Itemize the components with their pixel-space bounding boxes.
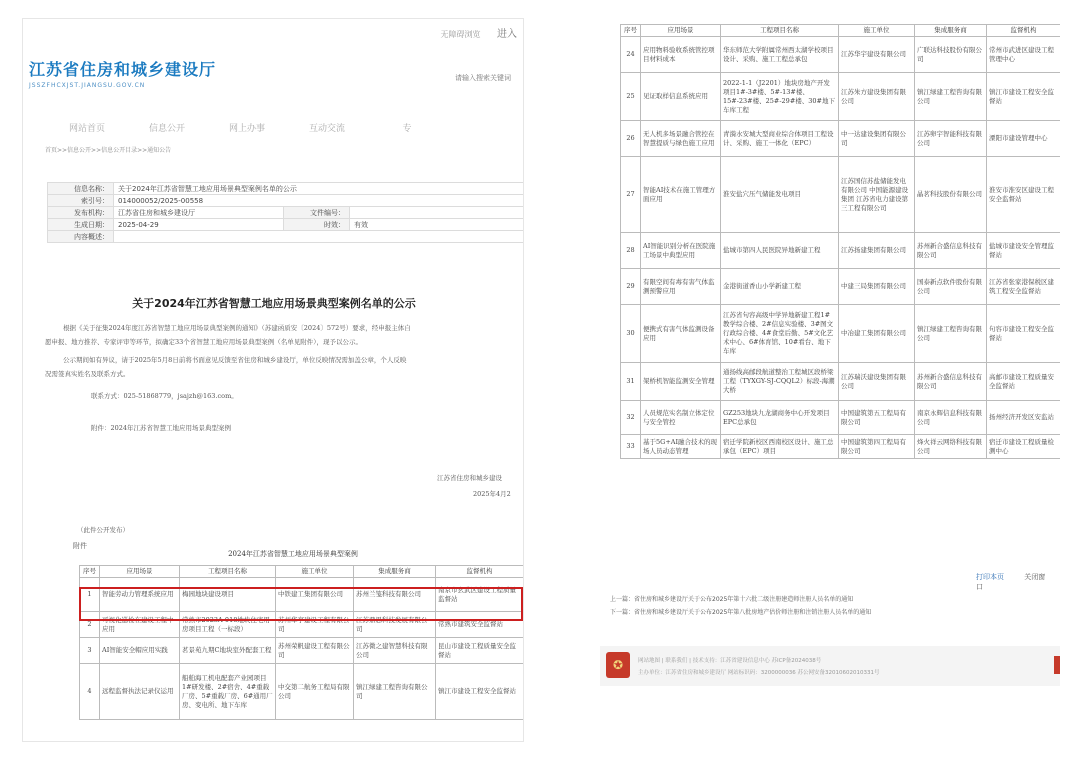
- signature-org: 江苏省住房和城乡建设: [437, 474, 502, 482]
- document-title: 关于2024年江苏省智慧工地应用场景典型案例名单的公示: [132, 297, 416, 310]
- paragraph-2-line-2: 况需签真实姓名及联系方式。: [45, 370, 130, 378]
- cell-no: 29: [621, 269, 641, 305]
- table-row: [80, 664, 524, 720]
- cell-builder: 江苏国信苏盐储能发电有限公司 中国能源建设集团 江苏省电力建设第三工程有限公司: [839, 157, 915, 233]
- cell-scene: 远程监督执法记录仪运用: [100, 664, 180, 720]
- table-row: [621, 37, 1061, 73]
- nav-item-home[interactable]: 网站首页: [68, 124, 105, 134]
- site-logo[interactable]: [29, 57, 216, 89]
- cell-supervisor: 江苏省张家港保税区建筑工程安全监督站: [987, 269, 1061, 305]
- cell-integrator: 烽火祥云网络科技有限公司: [915, 435, 987, 459]
- table-row: [621, 73, 1061, 121]
- paragraph-2-line-1: 公示期间如有异议，请于2025年5月8日前将书面意见反馈至省住房和城乡建设厅，单位反映情况需加盖公章，个人反映: [63, 356, 407, 364]
- prev-article-link[interactable]: 上一篇：省住房和城乡建设厅关于公布2025年第十六批二级注册建造师注册人员名单的通知: [610, 596, 854, 603]
- cell-project: 青漪水安城大型商业综合体项目工程设计、采购、施工一体化（EPC）: [721, 121, 839, 157]
- nav-item-info[interactable]: 信息公开: [148, 124, 185, 134]
- table-row: [621, 435, 1061, 459]
- cell-scene: 人员规范实名制立体定位与安全管控: [641, 401, 721, 435]
- footer-line-1[interactable]: 网站地图 | 联系我们 | 技术支持：江苏省建设信息中心 苏ICP备2024038号: [638, 658, 822, 664]
- th-scene: 应用场景: [100, 566, 180, 578]
- meta-validity-value: 有效: [350, 219, 525, 231]
- cell-no: 27: [621, 157, 641, 233]
- th-integrator: 集成服务商: [915, 25, 987, 37]
- case-table-right: [620, 24, 1060, 459]
- th-project: 工程项目名称: [721, 25, 839, 37]
- cell-integrator: 南京永辉信息科技有限公司: [915, 401, 987, 435]
- meta-org-value: 江苏省住房和城乡建设厅: [114, 207, 284, 219]
- cell-builder: 江苏朱方建设集团有限公司: [839, 73, 915, 121]
- cell-builder: 中建三局集团有限公司: [839, 269, 915, 305]
- cell-scene: 架桥机智能监测安全管理: [641, 363, 721, 401]
- cell-builder: 江苏华宇建设有限公司: [839, 37, 915, 73]
- case-list-title: 2024年江苏省智慧工地应用场景典型案例: [228, 550, 358, 558]
- cell-project: 淮安盐穴压气储能发电项目: [721, 157, 839, 233]
- search-input[interactable]: 请输入搜索关键词: [455, 74, 511, 82]
- cell-scene: 有限空间有毒有害气体监测预警应用: [641, 269, 721, 305]
- th-builder: 施工单位: [839, 25, 915, 37]
- cell-supervisor: 淮安市淮安区建设工程安全监督站: [987, 157, 1061, 233]
- attachment-line[interactable]: 附件：2024年江苏省智慧工地应用场景典型案例: [91, 424, 232, 432]
- th-supervisor: 监督机构: [436, 566, 524, 578]
- close-window-link[interactable]: 关闭窗口: [976, 573, 1046, 591]
- cell-project: 江苏省句容高级中学异地新建工程1#教学综合楼、2#信息实验楼、3#图文行政综合楼、4#食堂后勤、5#文化艺术中心、6#体育馆、10#看台、地下车库: [721, 305, 839, 363]
- cell-scene: 基于5G+AI融合技术的现场人员动态管理: [641, 435, 721, 459]
- cell-supervisor: 句容市建设工程安全监督站: [987, 305, 1061, 363]
- cell-scene: 应用物料验收系统管控项目材料成本: [641, 37, 721, 73]
- cell-supervisor: 高邮市建设工程质量安全监督站: [987, 363, 1061, 401]
- cell-builder: 中铁建工集团有限公司: [276, 578, 354, 612]
- cell-integrator: 国泰新点软件股份有限公司: [915, 269, 987, 305]
- cell-no: 1: [80, 578, 100, 612]
- cell-supervisor: 昆山市建设工程质量安全监督站: [436, 638, 524, 664]
- table-row: [80, 638, 524, 664]
- th-no: 序号: [621, 25, 641, 37]
- cell-scene: 见证取样信息系统应用: [641, 73, 721, 121]
- th-project: 工程项目名称: [180, 566, 276, 578]
- meta-docno-label: 文件编号：: [284, 207, 350, 219]
- cell-project: 2022-1-1（J2201）地块房地产开发项目1#-3#楼、5#-13#楼、15#-23#楼、25#-29#楼、30#地下车库工程: [721, 73, 839, 121]
- site-footer: [600, 646, 1060, 686]
- cell-project: GZ253地块九龙湖商务中心开发项目EPC总承包: [721, 401, 839, 435]
- nav-item-interaction[interactable]: 互动交流: [308, 124, 345, 134]
- cell-no: 3: [80, 638, 100, 664]
- table-continuation-page: [600, 18, 1060, 698]
- breadcrumb[interactable]: 首页>>信息公开>>信息公开目录>>通知公告: [45, 147, 172, 154]
- cell-integrator: 江苏微之建智慧科技有限公司: [354, 638, 436, 664]
- site-title: 江苏省住房和城乡建设厅: [29, 60, 217, 79]
- cell-project: 金港街道香山小学新建工程: [721, 269, 839, 305]
- cell-project: 梅园地块建设项目: [180, 578, 276, 612]
- th-integrator: 集成服务商: [354, 566, 436, 578]
- th-supervisor: 监督机构: [987, 25, 1061, 37]
- cell-integrator: 广联达科技股份有限公司: [915, 37, 987, 73]
- meta-date-label: 生成日期：: [48, 219, 114, 231]
- cell-project: 茗景苑九期C地块室外配套工程: [180, 638, 276, 664]
- cell-scene: 智能劳动力管理系统应用: [100, 578, 180, 612]
- cell-supervisor: 扬州经济开发区安监站: [987, 401, 1061, 435]
- cell-builder: 中一达建设集团有限公司: [839, 121, 915, 157]
- meta-name-label: 信息名称：: [48, 183, 114, 195]
- cell-project: 通扬线高邮段航道整治工程城区段桥梁工程（TYXGY-SJ-CQQL2）标段-海潮大桥: [721, 363, 839, 401]
- meta-docno-value: [350, 207, 525, 219]
- cell-scene: 可视化巡检在建设工程中应用: [100, 612, 180, 638]
- top-bar: [426, 25, 517, 40]
- cell-integrator: 镇江绿建工程咨询有限公司: [354, 664, 436, 720]
- meta-summary-label: 内容概述：: [48, 231, 114, 243]
- public-note: （此件公开发布）: [77, 526, 129, 534]
- cell-project: 宿迁学院新校区西南校区设计、施工总承包（EPC）项目: [721, 435, 839, 459]
- cell-integrator: 晶茗科技股份有限公司: [915, 157, 987, 233]
- cell-project: 华东师范大学附属常州西太湖学校项目设计、采购、施工工程总承包: [721, 37, 839, 73]
- table-row: [621, 269, 1061, 305]
- cell-builder: 苏州荣帆建设工程有限公司: [276, 638, 354, 664]
- cell-supervisor: 南京市玄武区建设工程质量监督站: [436, 578, 524, 612]
- footer-side-mark: [1054, 656, 1060, 674]
- cell-scene: AI智能安全帽应用实践: [100, 638, 180, 664]
- table-row: [80, 612, 524, 638]
- cell-builder: 江苏扬建集团有限公司: [839, 233, 915, 269]
- cell-builder: 江苏瑞沃建设集团有限公司: [839, 363, 915, 401]
- cell-project: 盐城市第四人民医院异地新建工程: [721, 233, 839, 269]
- meta-index-value: 014000052/2025-00558: [114, 195, 525, 207]
- cell-builder: 中交第二航务工程局有限公司: [276, 664, 354, 720]
- cell-no: 32: [621, 401, 641, 435]
- cell-supervisor: 常熟市建筑安全监督站: [436, 612, 524, 638]
- cell-no: 4: [80, 664, 100, 720]
- contact-info: 联系方式：025-51868779，jsajzh@163.com。: [91, 392, 238, 400]
- cell-builder: 中国建筑第五工程局有限公司: [839, 401, 915, 435]
- cell-no: 31: [621, 363, 641, 401]
- cell-no: 28: [621, 233, 641, 269]
- cell-integrator: 镇江绿建工程咨询有限公司: [915, 73, 987, 121]
- cell-integrator: 苏州新合盛信息科技有限公司: [915, 233, 987, 269]
- cell-no: 24: [621, 37, 641, 73]
- cell-scene: 便携式有害气体监测设备应用: [641, 305, 721, 363]
- next-article-link[interactable]: 下一篇：省住房和城乡建设厅关于公布2025年第八批房地产估价师注册和注销注册人员名单的通知: [610, 609, 872, 616]
- meta-summary-value: [114, 231, 525, 243]
- cell-builder: 中冶建工集团有限公司: [839, 305, 915, 363]
- cell-integrator: 苏州兰笺科技有限公司: [354, 578, 436, 612]
- cell-integrator: 镇江绿建工程咨询有限公司: [915, 305, 987, 363]
- cell-supervisor: 宿迁市建设工程质量检测中心: [987, 435, 1061, 459]
- cell-integrator: 苏州新合盛信息科技有限公司: [915, 363, 987, 401]
- paragraph-2: [45, 353, 523, 381]
- cell-scene: 无人机多场景融合管控在智慧提质与绿色施工应用: [641, 121, 721, 157]
- meta-date-value: 2025-04-29: [114, 219, 284, 231]
- cell-supervisor: 常州市武进区建设工程管理中心: [987, 37, 1061, 73]
- attachment-label: 附件: [73, 542, 87, 550]
- meta-name-value: 关于2024年江苏省智慧工地应用场景典型案例名单的公示: [114, 183, 525, 195]
- paragraph-1-line-2: 愿申报、地方推荐、专家评审等环节，拟确定33个省智慧工地应用场景典型案例（名单见附件），现予以公示。: [45, 338, 363, 346]
- th-no: 序号: [80, 566, 100, 578]
- case-table-left: [79, 565, 524, 720]
- government-emblem-icon: ✪: [606, 652, 630, 678]
- cell-scene: AI智能识别分析在医院施工场景中典型应用: [641, 233, 721, 269]
- cell-supervisor: 镇江市建设工程安全监督站: [987, 73, 1061, 121]
- footer-line-2: 主办单位：江苏省住房和城乡建设厅 网站标识码：3200000036 苏公网安备32010602010331号: [638, 670, 880, 676]
- main-nav: [23, 119, 524, 139]
- cell-no: 33: [621, 435, 641, 459]
- info-meta-table: [47, 182, 524, 243]
- meta-validity-label: 时效：: [284, 219, 350, 231]
- paragraph-1: [45, 321, 523, 349]
- table-row: [80, 578, 524, 612]
- page-actions: [976, 572, 1060, 592]
- cell-no: 26: [621, 121, 641, 157]
- table-row: [621, 233, 1061, 269]
- th-builder: 施工单位: [276, 566, 354, 578]
- notice-page: [22, 18, 524, 742]
- table-row: [621, 401, 1061, 435]
- cell-no: 25: [621, 73, 641, 121]
- nav-item-special[interactable]: 专: [402, 124, 412, 134]
- cell-supervisor: 盐城市建设安全管理监督站: [987, 233, 1061, 269]
- cell-supervisor: 溧阳市建设管理中心: [987, 121, 1061, 157]
- cell-supervisor: 镇江市建设工程安全监督站: [436, 664, 524, 720]
- print-page-link[interactable]: 打印本页: [976, 573, 1004, 581]
- table-row: [621, 363, 1061, 401]
- cell-builder: 中国建筑第四工程局有限公司: [839, 435, 915, 459]
- table-row: [621, 305, 1061, 363]
- nav-item-services[interactable]: 网上办事: [228, 124, 265, 134]
- cell-integrator: 江苏鼎思科技发展有限公司: [354, 612, 436, 638]
- accessibility-link[interactable]: 无障碍浏览: [440, 30, 481, 39]
- th-scene: 应用场景: [641, 25, 721, 37]
- meta-index-label: 索引号：: [48, 195, 114, 207]
- enter-link[interactable]: 进入: [497, 29, 517, 40]
- cell-project: 船舶海工机电配套产业园项目1#研发楼、2#宿舍、4#重载厂房、5#重载厂房、6#通用厂房、变电所、地下车库: [180, 664, 276, 720]
- cell-no: 30: [621, 305, 641, 363]
- table-row: [621, 157, 1061, 233]
- cell-builder: 苏州华亭建设工程有限公司: [276, 612, 354, 638]
- cell-no: 2: [80, 612, 100, 638]
- site-domain: JSSZFHCXJST.JIANGSU.GOV.CN: [29, 82, 146, 89]
- paragraph-1-line-1: 根据《关于征集2024年度江苏省智慧工地应用场景典型案例的通知》（苏建函质安〔2024〕572号）要求，经申报主体自: [63, 324, 411, 332]
- cell-integrator: 江苏卵宇智能科技有限公司: [915, 121, 987, 157]
- cell-project: 常熟市2023A-018地块住宅用房项目工程（一标段）: [180, 612, 276, 638]
- cell-scene: 智能AI技术在施工管理方面应用: [641, 157, 721, 233]
- signature-date: 2025年4月2: [473, 490, 511, 498]
- table-row: [621, 121, 1061, 157]
- meta-org-label: 发布机构：: [48, 207, 114, 219]
